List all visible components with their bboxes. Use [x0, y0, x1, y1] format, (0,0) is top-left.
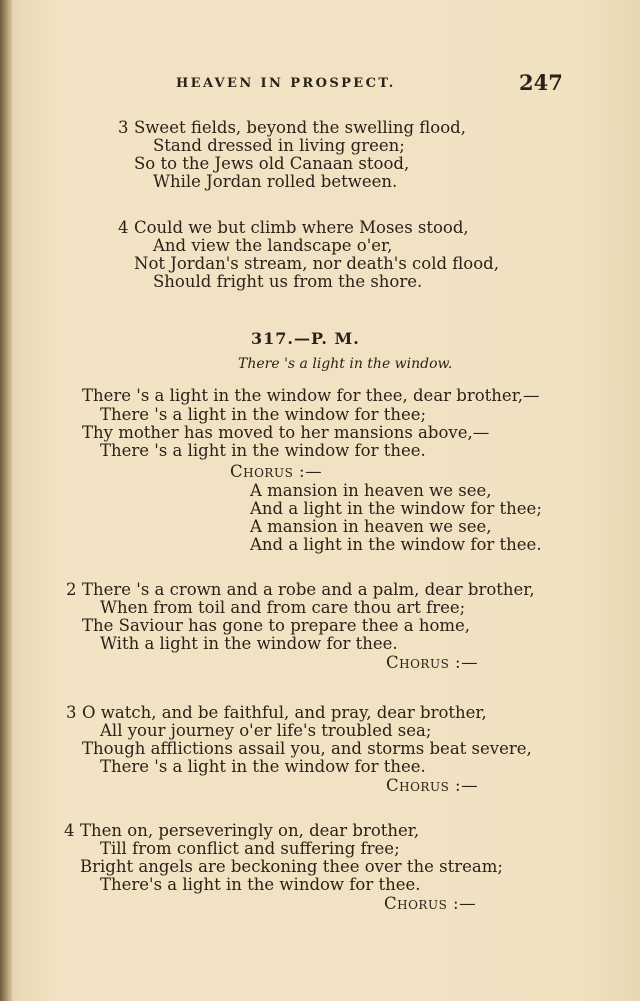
verse-line: So to the Jews old Canaan stood, [134, 154, 410, 173]
book-gutter [0, 0, 12, 1001]
verse-line: All your journey o'er life's troubled sea; [100, 721, 432, 740]
verse-number: 3 [66, 703, 77, 722]
verse-line: Though afflictions assail you, and storms beat severe, [82, 739, 532, 758]
verse-line: While Jordan rolled between. [153, 172, 398, 191]
verse-line: With a light in the window for thee. [100, 634, 398, 653]
verse-line: 3 Sweet fields, beyond the swelling flood, [118, 118, 466, 137]
chorus-label: Chorus :— [230, 462, 323, 481]
chorus-reference: Chorus :— [384, 894, 477, 913]
chorus-line: A mansion in heaven we see, [250, 481, 492, 500]
verse-line: There 's a light in the window for thee; [100, 405, 427, 424]
verse-line: There 's a light in the window for thee. [100, 757, 426, 776]
verse-number: 2 [66, 580, 77, 599]
hymn-subtitle: There 's a light in the window. [238, 356, 453, 372]
verse-line: Not Jordan's stream, nor death's cold flood, [134, 254, 499, 273]
page-number: 247 [519, 70, 563, 95]
verse-line: Stand dressed in living green; [153, 136, 405, 155]
chorus-reference: Chorus :— [386, 653, 479, 672]
verse-line: 4 Could we but climb where Moses stood, [118, 218, 469, 237]
running-header: HEAVEN IN PROSPECT. [176, 76, 396, 91]
chorus-line: A mansion in heaven we see, [250, 517, 492, 536]
verse-line: Bright angels are beckoning thee over the stream; [80, 857, 503, 876]
chorus-reference: Chorus :— [386, 776, 479, 795]
chorus-line: And a light in the window for thee; [250, 499, 542, 518]
verse-line: The Saviour has gone to prepare thee a home, [82, 616, 471, 635]
verse-line: 4 Then on, perseveringly on, dear brother, [64, 821, 420, 840]
hymn-heading: 317.—P. M. [251, 329, 360, 348]
verse-line: When from toil and from care thou art free; [100, 598, 466, 617]
verse-line: Thy mother has moved to her mansions above,— [82, 423, 490, 442]
verse-line: There 's a light in the window for thee, dear brother,— [82, 386, 540, 405]
verse-line: 2 There 's a crown and a robe and a palm, dear brother, [66, 580, 535, 599]
verse-number: 4 [118, 218, 129, 237]
verse-line: And view the landscape o'er, [153, 236, 393, 255]
verse-line: Till from conflict and suffering free; [100, 839, 400, 858]
verse-number: 3 [118, 118, 129, 137]
verse-line: Should fright us from the shore. [153, 272, 423, 291]
verse-line: There 's a light in the window for thee. [100, 441, 426, 460]
verse-line: There's a light in the window for thee. [100, 875, 421, 894]
chorus-line: And a light in the window for thee. [250, 535, 542, 554]
verse-line: 3 O watch, and be faithful, and pray, dear brother, [66, 703, 487, 722]
verse-number: 4 [64, 821, 75, 840]
